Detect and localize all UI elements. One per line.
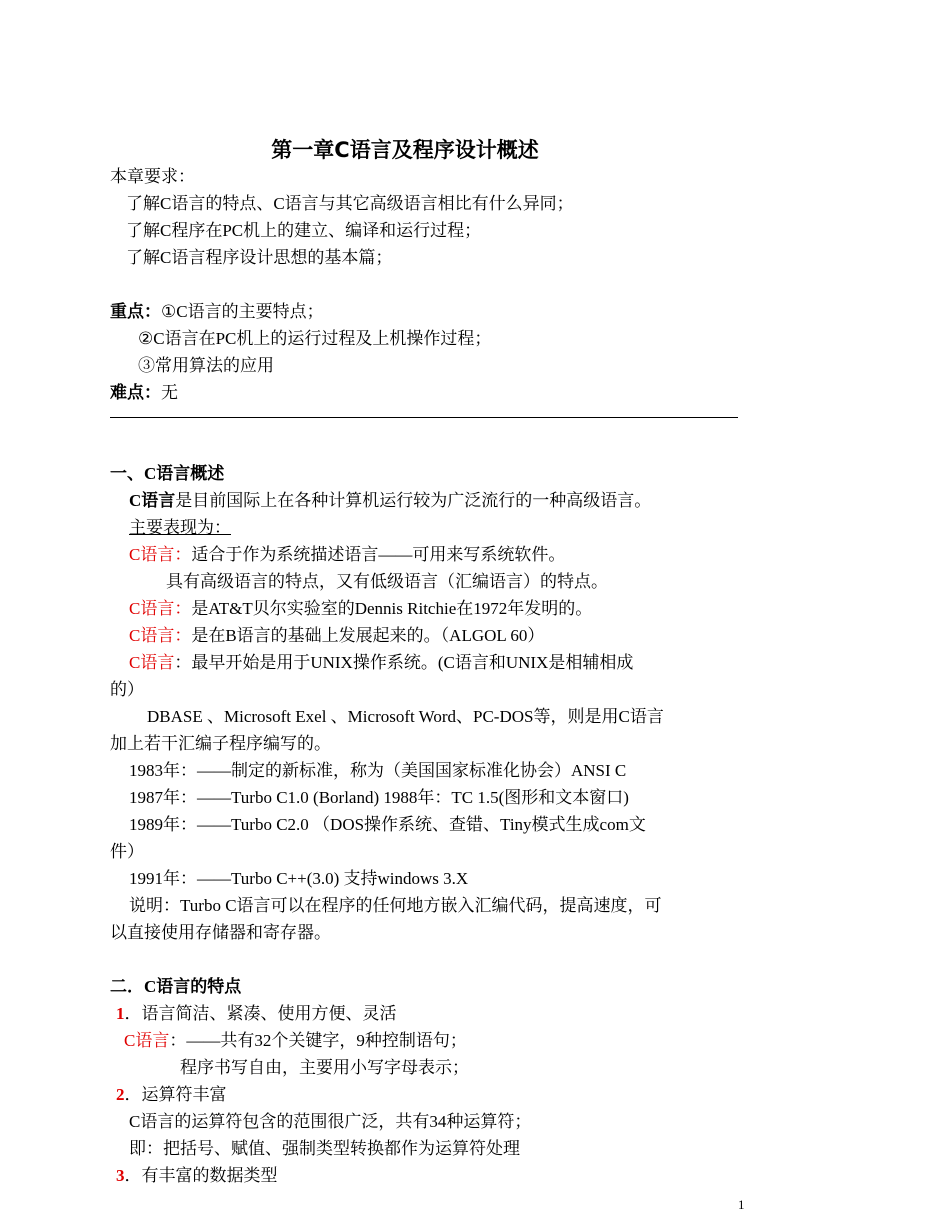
c-label: C语言 (129, 653, 175, 672)
feature-1 (116, 1003, 397, 1025)
feature-number: 3 (116, 1166, 125, 1185)
note: 说明：Turbo C语言可以在程序的任何地方嵌入汇编代码，提高速度，可 (129, 896, 662, 915)
history-1987: 1987年：——Turbo C1.0 (Borland) 1988年：TC 1.5(图形和文本窗口) (129, 788, 629, 807)
feature-text: ．运算符丰富 (124, 1085, 227, 1104)
c-label: C语言 (124, 1031, 170, 1050)
feature-detail: ：——共有32个关键字，9种控制语句； (169, 1031, 467, 1050)
key-points-line (110, 301, 324, 323)
key-point-item: ③常用算法的应用 (138, 356, 274, 375)
difficulty-label: 难点： (110, 383, 161, 402)
intro-bold-term: C语言 (129, 491, 176, 510)
c-point-1 (129, 544, 565, 566)
page-number: 1 (738, 1197, 745, 1212)
intro-text: 是目前国际上在各种计算机运行较为广泛流行的一种高级语言。 (175, 491, 652, 510)
manifest-heading: 主要表现为： (129, 518, 231, 537)
c-point-text: ：最早开始是用于UNIX操作系统。(C语言和UNIX是相辅相成 (174, 653, 634, 672)
c-label: C语言： (129, 599, 192, 618)
c-point-1b: 具有高级语言的特点，又有低级语言（汇编语言）的特点。 (166, 572, 608, 591)
feature-number: 1 (116, 1004, 125, 1023)
section1-heading: 一、C语言概述 (110, 464, 225, 483)
c-point-3 (129, 625, 544, 647)
requirement-item: 了解C语言程序设计思想的基本篇； (126, 248, 393, 267)
requirements-heading: 本章要求： (110, 167, 195, 186)
history-1989-cont: 件） (110, 842, 144, 861)
feature-2-a: C语言的运算符包含的范围很广泛，共有34种运算符； (129, 1112, 532, 1131)
c-point-text: 是AT&T贝尔实验室的Dennis Ritchie在1972年发明的。 (191, 599, 593, 618)
key-point-item: ②C语言在PC机上的运行过程及上机操作过程； (138, 329, 492, 348)
history-1991: 1991年：——Turbo C++(3.0) 支持windows 3.X (129, 869, 469, 888)
difficulty-line (110, 382, 178, 404)
horizontal-divider (110, 417, 738, 418)
feature-number: 2 (116, 1085, 125, 1104)
c-label: C语言： (129, 545, 192, 564)
key-points-label: 重点： (110, 302, 161, 321)
feature-1-a (124, 1030, 467, 1052)
c-point-2 (129, 598, 592, 620)
software-list-cont: 加上若干汇编子程序编写的。 (110, 734, 331, 753)
c-point-4 (129, 652, 633, 674)
note-cont: 以直接使用存储器和寄存器。 (110, 923, 331, 942)
history-1983: 1983年：——制定的新标准，称为（美国国家标准化协会）ANSI C (129, 761, 627, 780)
section2-heading: 二．C语言的特点 (110, 977, 242, 996)
page-title: 第一章C语言及程序设计概述 (271, 138, 539, 162)
requirement-item: 了解C语言的特点、C语言与其它高级语言相比有什么异同； (126, 194, 574, 213)
section1-intro (129, 490, 651, 512)
feature-1-b: 程序书写自由，主要用小写字母表示； (180, 1058, 469, 1077)
history-1989: 1989年：——Turbo C2.0 （DOS操作系统、查错、Tiny模式生成com文 (129, 815, 646, 834)
c-point-text: 是在B语言的基础上发展起来的。（ALGOL 60） (191, 626, 545, 645)
feature-text: ．有丰富的数据类型 (124, 1166, 278, 1185)
c-point-4-cont: 的） (110, 680, 144, 699)
software-list: DBASE 、Microsoft Exel 、Microsoft Word、PC-DOS等，则是用C语言 (147, 707, 664, 726)
key-point-item: ①C语言的主要特点； (161, 302, 324, 321)
feature-3 (116, 1165, 278, 1187)
c-label: C语言： (129, 626, 192, 645)
requirement-item: 了解C程序在PC机上的建立、编译和运行过程； (126, 221, 482, 240)
c-point-text: 适合于作为系统描述语言——可用来写系统软件。 (191, 545, 566, 564)
feature-2 (116, 1084, 227, 1106)
feature-2-b: 即：把括号、赋值、强制类型转换都作为运算符处理 (129, 1139, 520, 1158)
feature-text: ．语言简洁、紧凑、使用方便、灵活 (124, 1004, 397, 1023)
difficulty-value: 无 (161, 383, 178, 402)
